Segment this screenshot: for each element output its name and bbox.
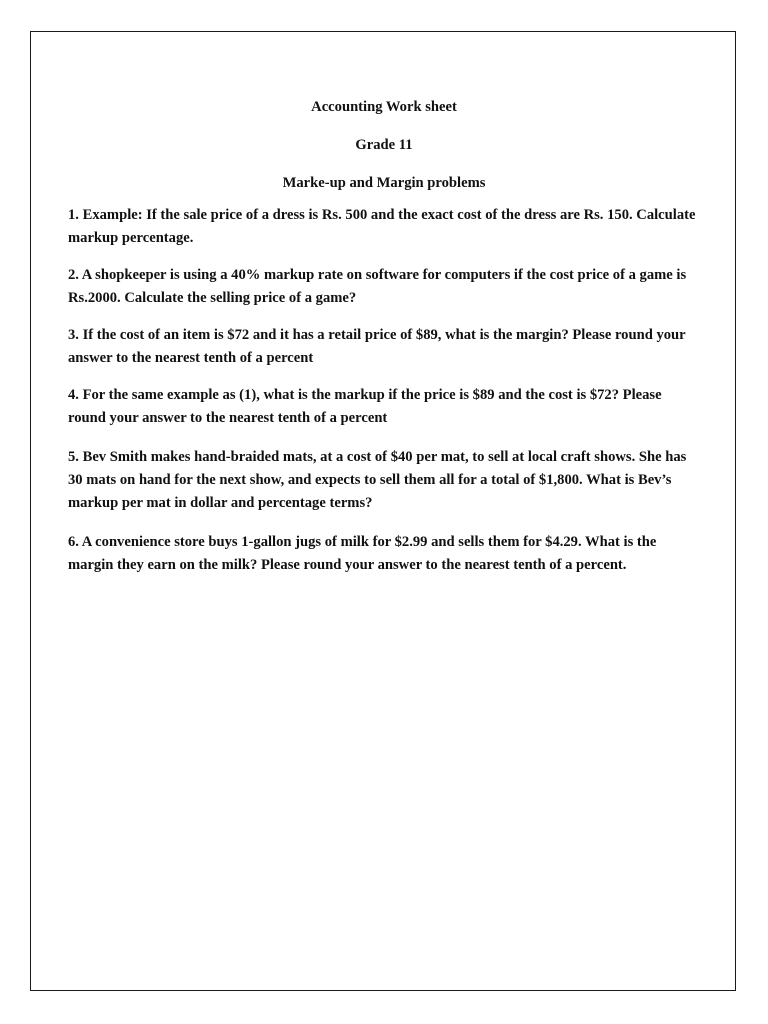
question-2: 2. A shopkeeper is using a 40% markup rate on software for computers if the cost price of a game is Rs.2000. Calculate the selling price of a game? xyxy=(68,267,687,306)
question-6: 6. A convenience store buys 1-gallon jugs of milk for $2.99 and sells them for $4.29. What is the margin they earn on the milk? Please round your answer to the nearest tenth of a percent. xyxy=(68,534,657,573)
question-5: 5. Bev Smith makes hand-braided mats, at a cost of $40 per mat, to sell at local craft shows. She has 30 mats on hand for the next show, and expects to sell them all for a total of $1,800. What is Bev’s markup per mat in dollar and percentage terms? xyxy=(68,449,687,511)
question-1: 1. Example: If the sale price of a dress is Rs. 500 and the exact cost of the dress are Rs. 150. Calculate markup percentage. xyxy=(68,207,696,246)
document-content xyxy=(68,98,700,591)
document-page xyxy=(30,31,736,991)
question-3: 3. If the cost of an item is $72 and it has a retail price of $89, what is the margin? Please round your answer to the nearest tenth of a percent xyxy=(68,327,686,366)
grade-label: Grade 11 xyxy=(355,137,413,153)
question-4: 4. For the same example as (1), what is the markup if the price is $89 and the cost is $72? Please round your answer to the nearest tenth of a percent xyxy=(68,387,662,426)
worksheet-subtitle: Marke-up and Margin problems xyxy=(282,175,486,191)
worksheet-title: Accounting Work sheet xyxy=(311,99,457,115)
